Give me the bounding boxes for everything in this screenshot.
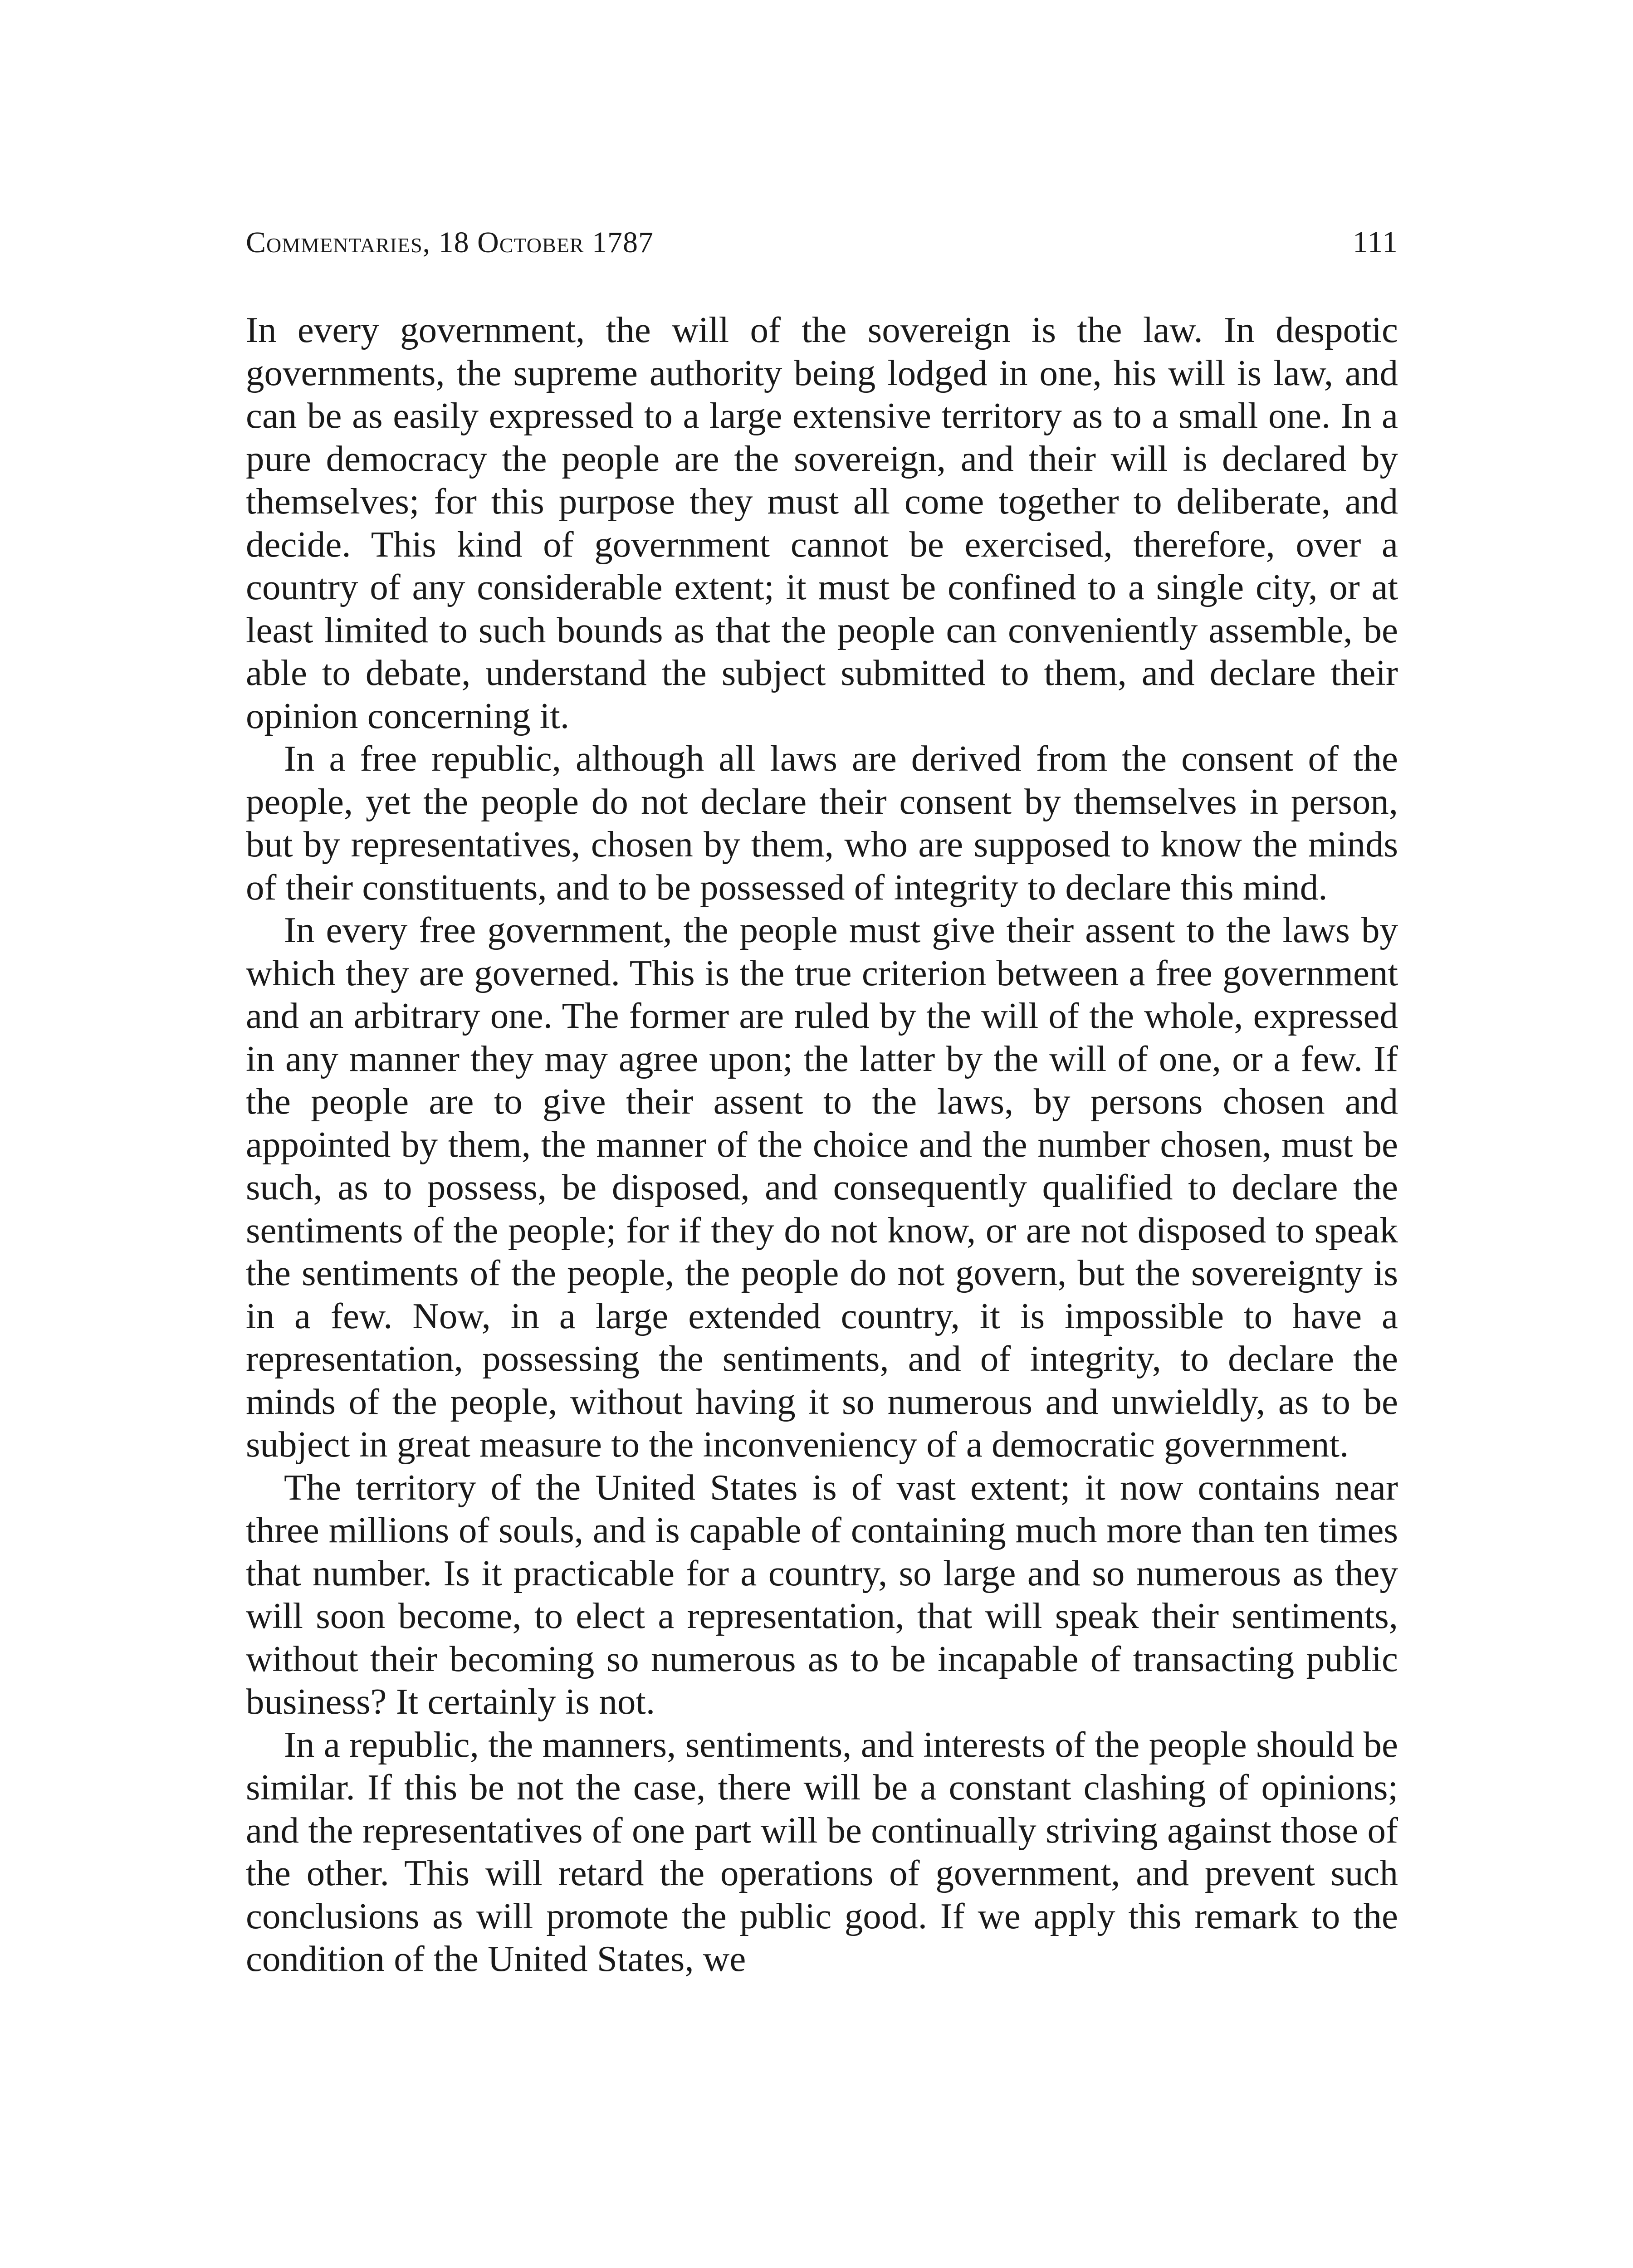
running-head — [246, 221, 1398, 262]
body-text — [246, 308, 1398, 1980]
paragraph-3: In every free government, the people must give their assent to the laws by which they are governed. This is the true criterion between a free government and an arbitrary one. The former are ruled by the will of the whole, expressed in any manner they may agree upon; the latter by the will of one, or a few. If the people are to give their assent to the laws, by persons chosen and appointed by them, the manner of the choice and the number chosen, must be such, as to possess, be disposed, and consequently qualified to declare the sentiments of the people; for if they do not know, or are not disposed to speak the sentiments of the people, the people do not govern, but the sovereignty is in a few. Now, in a large extended country, it is impossible to have a representation, possessing the sentiments, and of integrity, to declare the minds of the people, without having it so numerous and unwieldly, as to be subject in great measure to the inconveniency of a democratic government. — [246, 909, 1398, 1465]
paragraph-1: In every government, the will of the sovereign is the law. In despotic governments, the supreme authority being lodged in one, his will is law, and can be as easily expressed to a large extensive territory as to a small one. In a pure democracy the people are the sovereign, and their will is declared by themselves; for this purpose they must all come together to deliberate, and decide. This kind of government cannot be exercised, therefore, over a country of any considerable extent; it must be confined to a single city, or at least limited to such bounds as that the people can conveniently assemble, be able to debate, understand the subject submitted to them, and declare their opinion concerning it. — [246, 309, 1398, 736]
running-title: Commentaries, 18 October 1787 — [246, 226, 654, 259]
paragraph-2: In a free republic, although all laws are derived from the consent of the people, yet the people do not declare their consent by themselves in person, but by representatives, chosen by them, who are supposed to know the minds of their constituents, and to be possessed of integrity to declare this mind. — [246, 738, 1398, 908]
paragraph-4: The territory of the United States is of vast extent; it now contains near three millions of souls, and is capable of containing much more than ten times that number. Is it practicable for a country, so large and so numerous as they will soon become, to elect a representation, that will speak their sentiments, without their becoming so numerous as to be incapable of transacting public business? It certainly is not. — [246, 1466, 1398, 1722]
paragraph-5: In a republic, the manners, sentiments, and interests of the people should be similar. If this be not the case, there will be a constant clashing of opinions; and the representatives of one part will be continually striving against those of the other. This will retard the operations of government, and prevent such conclusions as will promote the public good. If we apply this remark to the condition of the United States, we — [246, 1724, 1398, 1979]
page-number: 111 — [1353, 225, 1398, 259]
